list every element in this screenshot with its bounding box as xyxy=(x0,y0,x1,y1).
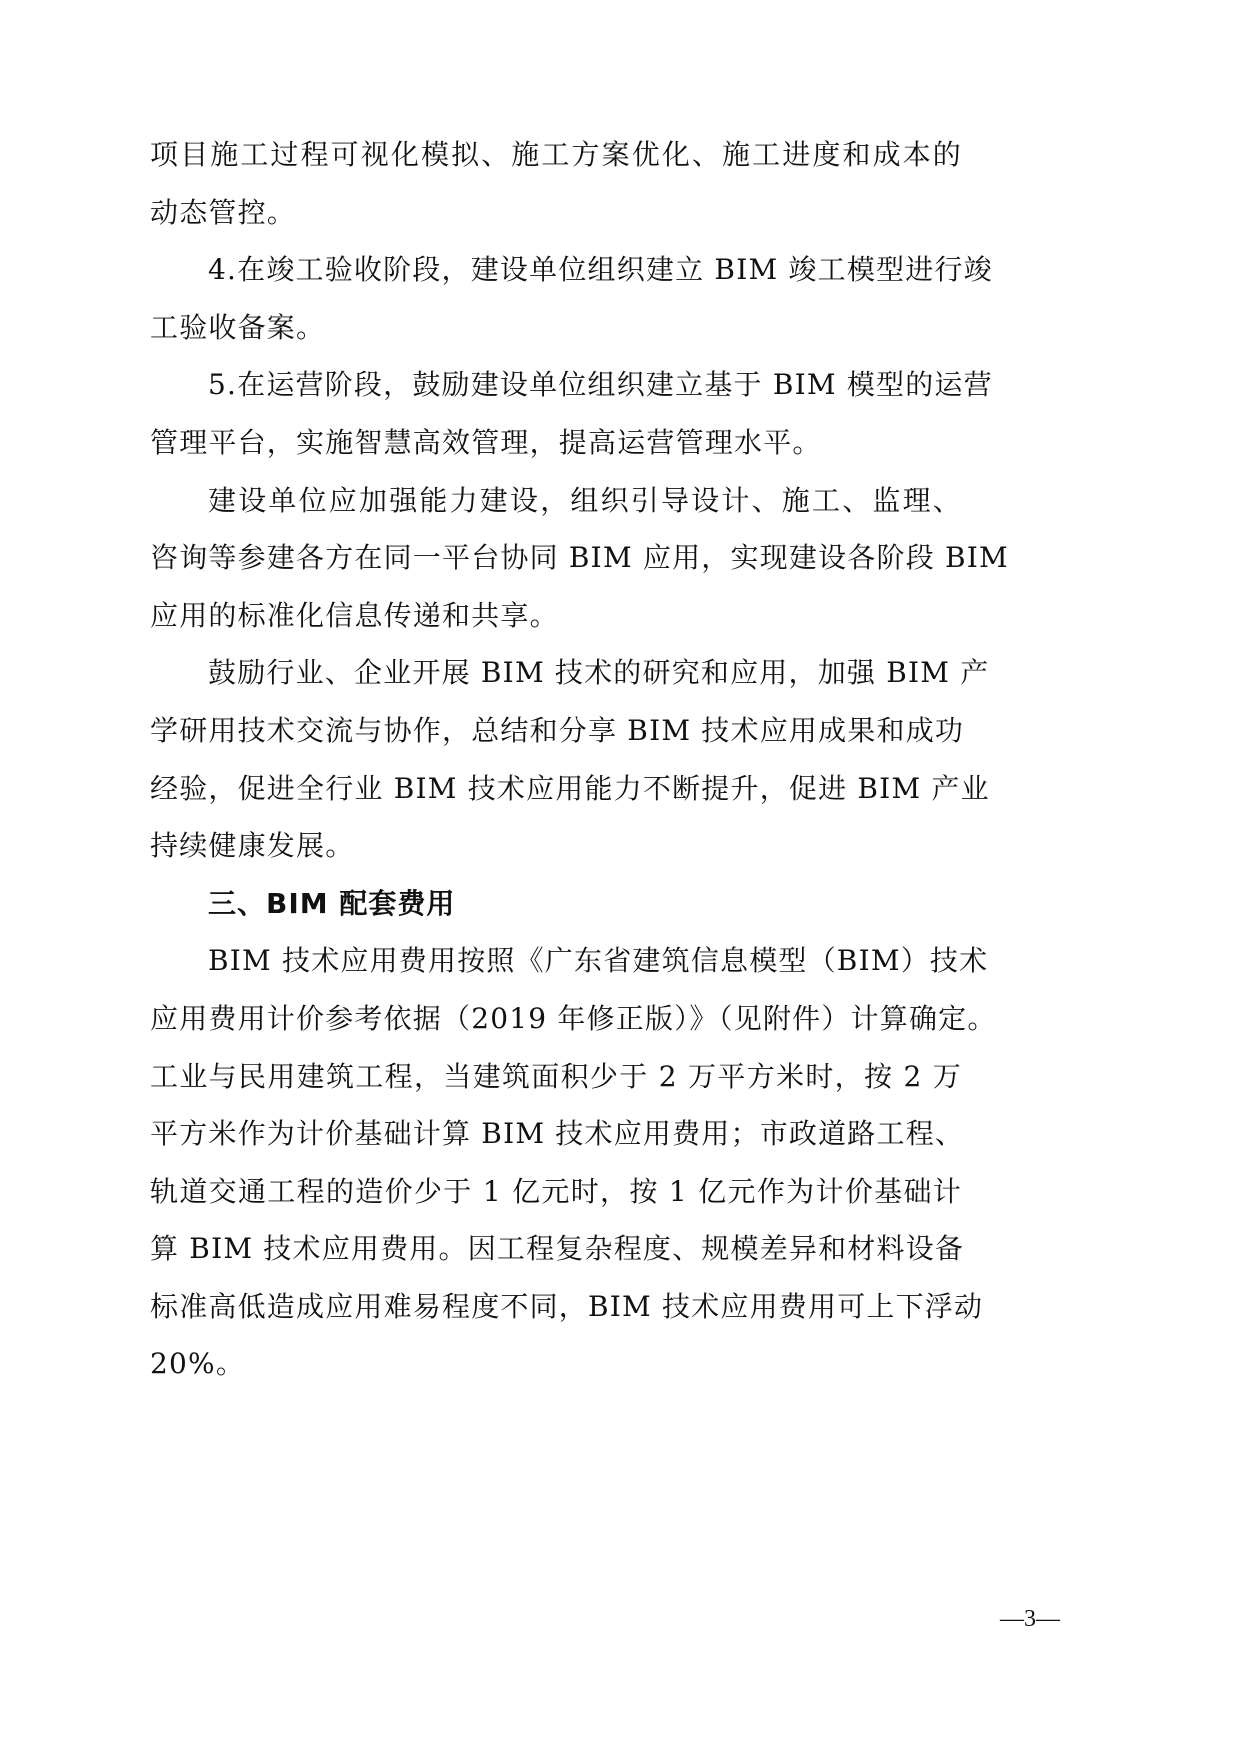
text-line: 持续健康发展。 xyxy=(150,829,355,863)
text-line: 工业与民用建筑工程，当建筑面积少于 2 万平方米时，按 2 万 xyxy=(150,1059,962,1093)
paragraph-start: 鼓励行业、企业开展 BIM 技术的研究和应用，加强 BIM 产 xyxy=(208,656,990,690)
text-line: 算 BIM 技术应用费用。因工程复杂程度、规模差异和材料设备 xyxy=(150,1232,965,1266)
text-line: 标准高低造成应用难易程度不同，BIM 技术应用费用可上下浮动 xyxy=(150,1289,984,1323)
text-line: 轨道交通工程的造价少于 1 亿元时，按 1 亿元作为计价基础计 xyxy=(150,1174,962,1208)
numbered-item-4: 4.在竣工验收阶段，建设单位组织建立 BIM 竣工模型进行竣 xyxy=(208,253,993,287)
text-line: 工验收备案。 xyxy=(150,310,326,344)
text-line: 动态管控。 xyxy=(150,195,297,229)
document-body xyxy=(150,132,1009,1399)
text-line: 应用费用计价参考依据（2019 年修正版）》（见附件）计算确定。 xyxy=(150,1001,997,1035)
text-line: 学研用技术交流与协作，总结和分享 BIM 技术应用成果和成功 xyxy=(150,713,965,747)
text-line: 项目施工过程可视化模拟、施工方案优化、施工进度和成本的 xyxy=(150,138,962,171)
text-line: 20%。 xyxy=(150,1347,246,1381)
text-line: 咨询等参建各方在同一平台协同 BIM 应用，实现建设各阶段 BIM xyxy=(150,541,1009,575)
page-number: —3— xyxy=(1000,1606,1060,1632)
paragraph-start: 建设单位应加强能力建设，组织引导设计、施工、监理、 xyxy=(208,483,962,517)
text-line: 管理平台，实施智慧高效管理，提高运营管理水平。 xyxy=(150,425,822,459)
numbered-item-5: 5.在运营阶段，鼓励建设单位组织建立基于 BIM 模型的运营 xyxy=(208,368,993,402)
text-line: 经验，促进全行业 BIM 技术应用能力不断提升，促进 BIM 产业 xyxy=(150,771,990,805)
text-line: 平方米作为计价基础计算 BIM 技术应用费用；市政道路工程、 xyxy=(150,1117,965,1151)
text-line: 应用的标准化信息传递和共享。 xyxy=(150,598,559,632)
paragraph-start: BIM 技术应用费用按照《广东省建筑信息模型（BIM）技术 xyxy=(208,944,989,978)
section-heading: 三、BIM 配套费用 xyxy=(208,886,456,920)
